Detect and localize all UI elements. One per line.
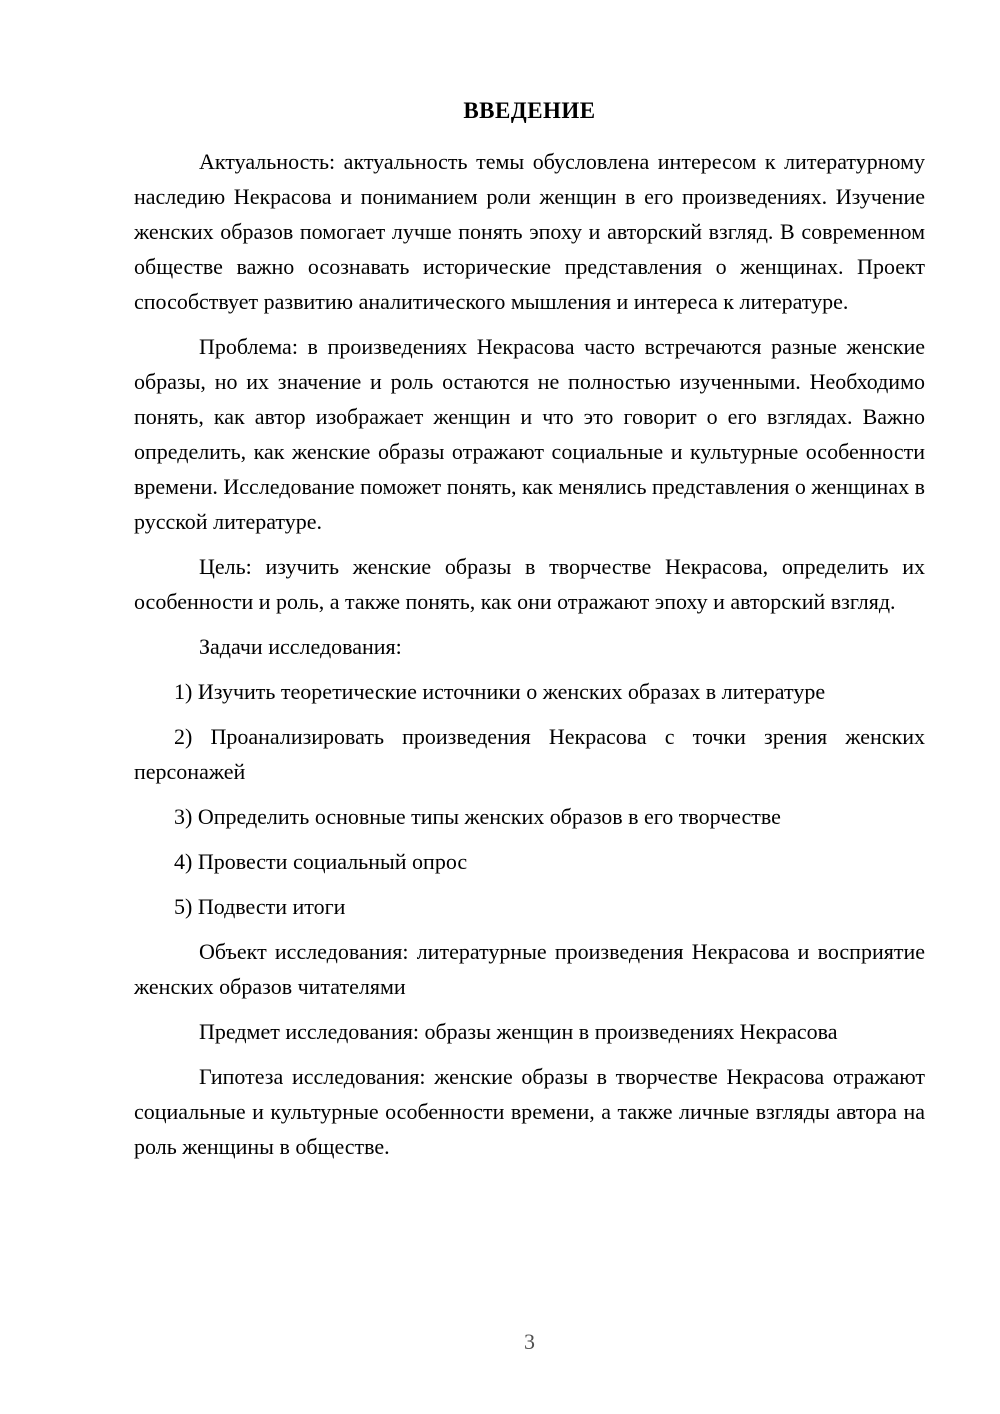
task-item-2: 2) Проанализировать произведения Некрасова с точки зрения женских персонажей [134,724,925,784]
task-item-5: 5) Подвести итоги [174,894,346,919]
paragraph-hypothesis: Гипотеза исследования: женские образы в творчестве Некрасова отражают социальные и культурные особенности времени, а также личные взгляды автора на роль женщины в обществе. [134,1064,925,1159]
page-title: ВВЕДЕНИЕ [463,98,596,123]
task-item-3: 3) Определить основные типы женских образов в его творчестве [174,804,781,829]
paragraph-actuality: Актуальность: актуальность темы обусловлена интересом к литературному наследию Некрасова и пониманием роли женщин в его произведениях. Изучение женских образов помогает лучше понять эпоху и авторский взгляд. В современном обществе важно осознавать исторические представления о женщинах. Проект способствует развитию аналитического мышления и интереса к литературе. [134,149,925,314]
tasks-label: Задачи исследования: [199,634,402,659]
paragraph-research-object: Объект исследования: литературные произведения Некрасова и восприятие женских образов читателями [134,939,925,999]
paragraph-problem: Проблема: в произведениях Некрасова часто встречаются разные женские образы, но их значение и роль остаются не полностью изученными. Необходимо понять, как автор изображает женщин и что это говорит о его взглядах. Важно определить, как женские образы отражают социальные и культурные особенности времени. Исследование поможет понять, как менялись представления о женщинах в русской литературе. [134,334,925,534]
paragraph-goal: Цель: изучить женские образы в творчестве Некрасова, определить их особенности и роль, а также понять, как они отражают эпоху и авторский взгляд. [134,554,925,614]
task-item-4: 4) Провести социальный опрос [174,849,468,874]
task-item-1: 1) Изучить теоретические источники о женских образах в литературе [174,679,826,704]
paragraph-research-subject: Предмет исследования: образы женщин в произведениях Некрасова [199,1019,838,1044]
page-number: 3 [524,1329,535,1354]
